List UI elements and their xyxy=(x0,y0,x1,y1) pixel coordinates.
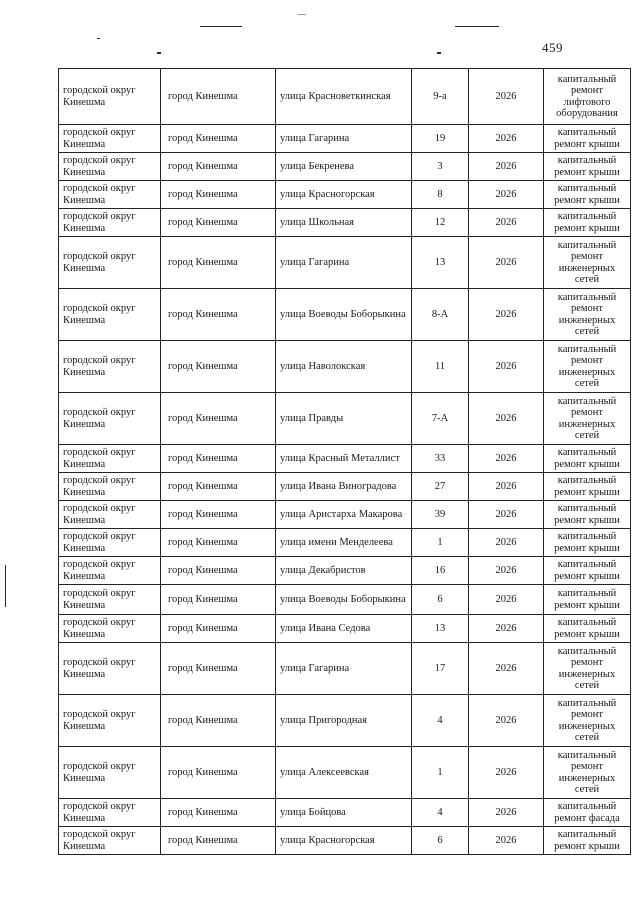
work-type-cell: капитальный ремонт инженерных сетей xyxy=(544,289,631,341)
house-number-cell: 27 xyxy=(412,473,469,501)
work-type-cell: капитальный ремонт крыши xyxy=(544,501,631,529)
street-cell: улица Декабристов xyxy=(276,557,412,585)
house-number-cell: 11 xyxy=(412,341,469,393)
work-type-cell: капитальный ремонт крыши xyxy=(544,209,631,237)
table-row xyxy=(59,473,631,501)
table-row xyxy=(59,529,631,557)
work-type-cell: капитальный ремонт инженерных сетей xyxy=(544,695,631,747)
year-cell: 2026 xyxy=(469,615,544,643)
city-cell: город Кинешма xyxy=(161,69,276,125)
street-cell: улица Воеводы Боборыкина xyxy=(276,289,412,341)
city-cell: город Кинешма xyxy=(161,695,276,747)
street-cell: улица Бекренева xyxy=(276,153,412,181)
table-row xyxy=(59,557,631,585)
city-cell: город Кинешма xyxy=(161,125,276,153)
street-cell: улица имени Менделеева xyxy=(276,529,412,557)
year-cell: 2026 xyxy=(469,827,544,855)
house-number-cell: 1 xyxy=(412,747,469,799)
table-row xyxy=(59,445,631,473)
house-number-cell: 1 xyxy=(412,529,469,557)
house-number-cell: 3 xyxy=(412,153,469,181)
year-cell: 2026 xyxy=(469,153,544,181)
municipality-cell: городской округ Кинешма xyxy=(59,827,161,855)
municipality-cell: городской округ Кинешма xyxy=(59,237,161,289)
municipality-cell: городской округ Кинешма xyxy=(59,643,161,695)
table-row xyxy=(59,615,631,643)
street-cell: улица Ивана Седова xyxy=(276,615,412,643)
municipality-cell: городской округ Кинешма xyxy=(59,69,161,125)
house-number-cell: 39 xyxy=(412,501,469,529)
scan-artifact xyxy=(5,565,6,607)
scan-artifact xyxy=(455,26,499,27)
scan-artifact xyxy=(200,26,242,27)
municipality-cell: городской округ Кинешма xyxy=(59,393,161,445)
table-row xyxy=(59,69,631,125)
municipality-cell: городской округ Кинешма xyxy=(59,501,161,529)
street-cell: улица Красноветкинская xyxy=(276,69,412,125)
city-cell: город Кинешма xyxy=(161,445,276,473)
municipality-cell: городской округ Кинешма xyxy=(59,289,161,341)
work-type-cell: капитальный ремонт крыши xyxy=(544,473,631,501)
street-cell: улица Школьная xyxy=(276,209,412,237)
table-row xyxy=(59,209,631,237)
year-cell: 2026 xyxy=(469,289,544,341)
table-row xyxy=(59,747,631,799)
year-cell: 2026 xyxy=(469,695,544,747)
municipality-cell: городской округ Кинешма xyxy=(59,615,161,643)
municipality-cell: городской округ Кинешма xyxy=(59,695,161,747)
house-number-cell: 13 xyxy=(412,237,469,289)
street-cell: улица Красногорская xyxy=(276,827,412,855)
city-cell: город Кинешма xyxy=(161,209,276,237)
municipality-cell: городской округ Кинешма xyxy=(59,125,161,153)
street-cell: улица Наволокская xyxy=(276,341,412,393)
work-type-cell: капитальный ремонт инженерных сетей xyxy=(544,393,631,445)
year-cell: 2026 xyxy=(469,445,544,473)
year-cell: 2026 xyxy=(469,799,544,827)
house-number-cell: 6 xyxy=(412,585,469,615)
year-cell: 2026 xyxy=(469,237,544,289)
work-type-cell: капитальный ремонт крыши xyxy=(544,181,631,209)
city-cell: город Кинешма xyxy=(161,827,276,855)
street-cell: улица Красногорская xyxy=(276,181,412,209)
street-cell: улица Аристарха Макарова xyxy=(276,501,412,529)
work-type-cell: капитальный ремонт крыши xyxy=(544,557,631,585)
city-cell: город Кинешма xyxy=(161,501,276,529)
work-type-cell: капитальный ремонт крыши xyxy=(544,585,631,615)
house-number-cell: 4 xyxy=(412,799,469,827)
street-cell: улица Гагарина xyxy=(276,125,412,153)
house-number-cell: 19 xyxy=(412,125,469,153)
city-cell: город Кинешма xyxy=(161,799,276,827)
city-cell: город Кинешма xyxy=(161,529,276,557)
work-type-cell: капитальный ремонт инженерных сетей xyxy=(544,237,631,289)
table-row xyxy=(59,501,631,529)
year-cell: 2026 xyxy=(469,69,544,125)
house-number-cell: 13 xyxy=(412,615,469,643)
municipality-cell: городской округ Кинешма xyxy=(59,747,161,799)
house-number-cell: 33 xyxy=(412,445,469,473)
scan-artifact xyxy=(298,14,306,15)
municipality-cell: городской округ Кинешма xyxy=(59,181,161,209)
year-cell: 2026 xyxy=(469,585,544,615)
year-cell: 2026 xyxy=(469,643,544,695)
table-row xyxy=(59,237,631,289)
city-cell: город Кинешма xyxy=(161,643,276,695)
municipality-cell: городской округ Кинешма xyxy=(59,153,161,181)
municipality-cell: городской округ Кинешма xyxy=(59,341,161,393)
work-type-cell: капитальный ремонт лифтового оборудования xyxy=(544,69,631,125)
city-cell: город Кинешма xyxy=(161,289,276,341)
city-cell: город Кинешма xyxy=(161,585,276,615)
work-type-cell: капитальный ремонт инженерных сетей xyxy=(544,341,631,393)
house-number-cell: 8 xyxy=(412,181,469,209)
scan-artifact xyxy=(97,38,100,39)
street-cell: улица Правды xyxy=(276,393,412,445)
repair-schedule-table xyxy=(58,68,631,855)
table-row xyxy=(59,125,631,153)
year-cell: 2026 xyxy=(469,557,544,585)
scan-artifact xyxy=(157,52,161,54)
house-number-cell: 12 xyxy=(412,209,469,237)
city-cell: город Кинешма xyxy=(161,473,276,501)
table-row xyxy=(59,585,631,615)
street-cell: улица Бойцова xyxy=(276,799,412,827)
street-cell: улица Ивана Виноградова xyxy=(276,473,412,501)
work-type-cell: капитальный ремонт крыши xyxy=(544,445,631,473)
year-cell: 2026 xyxy=(469,393,544,445)
work-type-cell: капитальный ремонт крыши xyxy=(544,153,631,181)
year-cell: 2026 xyxy=(469,501,544,529)
street-cell: улица Красный Металлист xyxy=(276,445,412,473)
municipality-cell: городской округ Кинешма xyxy=(59,799,161,827)
page-number: 459 xyxy=(542,40,563,55)
year-cell: 2026 xyxy=(469,473,544,501)
municipality-cell: городской округ Кинешма xyxy=(59,445,161,473)
work-type-cell: капитальный ремонт крыши xyxy=(544,125,631,153)
table-row xyxy=(59,643,631,695)
municipality-cell: городской округ Кинешма xyxy=(59,557,161,585)
table-row xyxy=(59,827,631,855)
city-cell: город Кинешма xyxy=(161,615,276,643)
table-row xyxy=(59,799,631,827)
house-number-cell: 16 xyxy=(412,557,469,585)
municipality-cell: городской округ Кинешма xyxy=(59,585,161,615)
street-cell: улица Гагарина xyxy=(276,643,412,695)
street-cell: улица Пригородная xyxy=(276,695,412,747)
year-cell: 2026 xyxy=(469,341,544,393)
city-cell: город Кинешма xyxy=(161,393,276,445)
city-cell: город Кинешма xyxy=(161,557,276,585)
municipality-cell: городской округ Кинешма xyxy=(59,473,161,501)
work-type-cell: капитальный ремонт инженерных сетей xyxy=(544,643,631,695)
house-number-cell: 17 xyxy=(412,643,469,695)
street-cell: улица Воеводы Боборыкина xyxy=(276,585,412,615)
city-cell: город Кинешма xyxy=(161,237,276,289)
scan-artifact xyxy=(437,52,441,54)
work-type-cell: капитальный ремонт крыши xyxy=(544,529,631,557)
year-cell: 2026 xyxy=(469,747,544,799)
year-cell: 2026 xyxy=(469,181,544,209)
work-type-cell: капитальный ремонт крыши xyxy=(544,827,631,855)
table-row xyxy=(59,695,631,747)
municipality-cell: городской округ Кинешма xyxy=(59,529,161,557)
city-cell: город Кинешма xyxy=(161,181,276,209)
table-row xyxy=(59,181,631,209)
municipality-cell: городской округ Кинешма xyxy=(59,209,161,237)
year-cell: 2026 xyxy=(469,125,544,153)
table-row xyxy=(59,393,631,445)
table-row xyxy=(59,153,631,181)
work-type-cell: капитальный ремонт крыши xyxy=(544,615,631,643)
house-number-cell: 6 xyxy=(412,827,469,855)
house-number-cell: 9-а xyxy=(412,69,469,125)
house-number-cell: 8-А xyxy=(412,289,469,341)
year-cell: 2026 xyxy=(469,529,544,557)
work-type-cell: капитальный ремонт фасада xyxy=(544,799,631,827)
city-cell: город Кинешма xyxy=(161,153,276,181)
table-row xyxy=(59,341,631,393)
year-cell: 2026 xyxy=(469,209,544,237)
street-cell: улица Гагарина xyxy=(276,237,412,289)
work-type-cell: капитальный ремонт инженерных сетей xyxy=(544,747,631,799)
table-row xyxy=(59,289,631,341)
city-cell: город Кинешма xyxy=(161,341,276,393)
house-number-cell: 4 xyxy=(412,695,469,747)
street-cell: улица Алексеевская xyxy=(276,747,412,799)
city-cell: город Кинешма xyxy=(161,747,276,799)
house-number-cell: 7-А xyxy=(412,393,469,445)
